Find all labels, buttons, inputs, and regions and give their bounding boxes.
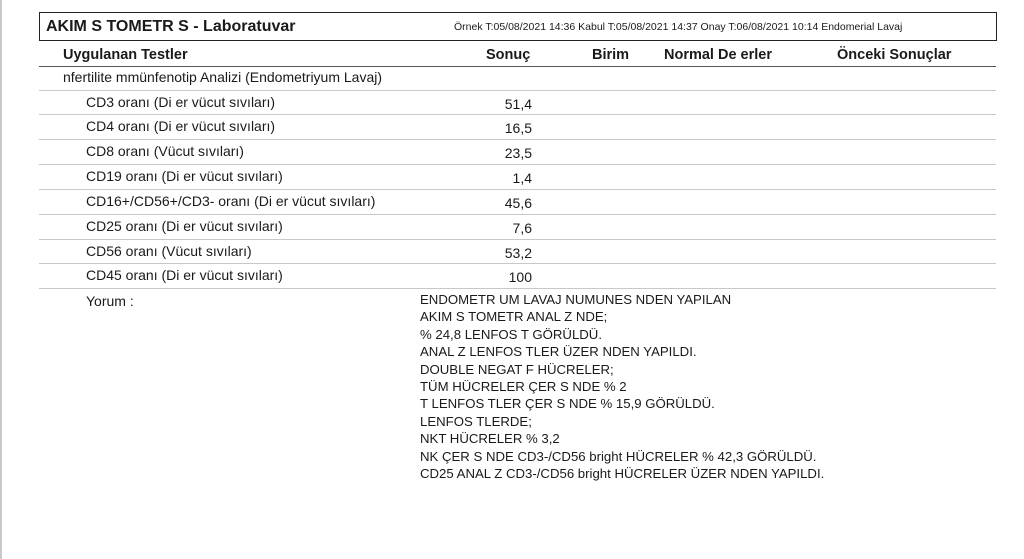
comment-line: AKIM S TOMETR ANAL Z NDE; [420, 309, 608, 325]
sample-timestamps: Örnek T:05/08/2021 14:36 Kabul T:05/08/2021 14:37 Onay T:06/08/2021 10:14 Endomerial Lavaj [454, 21, 903, 33]
column-header-unit: Birim [592, 47, 630, 63]
page-edge [0, 0, 2, 559]
test-label-cd56: CD56 oranı (Vücut sıvıları) [86, 243, 252, 259]
column-header-previous: Önceki Sonuçlar [837, 47, 952, 63]
test-value-cd25: 7,6 [512, 220, 532, 236]
test-label-cd19: CD19 oranı (Di er vücut sıvıları) [86, 168, 283, 184]
report-title: AKIM S TOMETR S - Laboratuvar [46, 18, 296, 35]
section-title: nfertilite mmünfenotip Analizi (Endometriyum Lavaj) [63, 69, 383, 85]
comment-line: TÜM HÜCRELER ÇER S NDE % 2 [420, 378, 627, 394]
test-value-cd56: 53,2 [504, 245, 532, 261]
test-label-cd45: CD45 oranı (Di er vücut sıvıları) [86, 267, 283, 283]
row-divider [39, 239, 996, 240]
test-label-cd8: CD8 oranı (Vücut sıvıları) [86, 143, 244, 159]
test-value-cd45: 100 [508, 269, 532, 285]
column-header-result: Sonuç [486, 47, 531, 63]
header-divider [39, 66, 996, 67]
column-header-normal: Normal De erler [664, 47, 772, 63]
comment-line: ANAL Z LENFOS TLER ÜZER NDEN YAPILDI. [420, 344, 697, 360]
row-divider [39, 90, 996, 91]
test-value-cd4: 16,5 [504, 120, 532, 136]
comment-line: NKT HÜCRELER % 3,2 [420, 431, 560, 447]
row-divider [39, 164, 996, 165]
test-value-cd19: 1,4 [512, 170, 532, 186]
test-value-cd3: 51,4 [504, 96, 532, 112]
comment-line: LENFOS TLERDE; [420, 413, 532, 429]
report-header [39, 12, 997, 41]
comment-line: T LENFOS TLER ÇER S NDE % 15,9 GÖRÜLDÜ. [420, 396, 715, 412]
comment-line: NK ÇER S NDE CD3-/CD56 bright HÜCRELER % 42,3 GÖRÜLDÜ. [420, 448, 817, 464]
test-label-cd16-cd56-cd3: CD16+/CD56+/CD3- oranı (Di er vücut sıvıları) [86, 193, 376, 209]
comment-line: CD25 ANAL Z CD3-/CD56 bright HÜCRELER ÜZER NDEN YAPILDI. [420, 465, 825, 481]
comment-line: DOUBLE NEGAT F HÜCRELER; [420, 361, 614, 377]
comment-line: ENDOMETR UM LAVAJ NUMUNES NDEN YAPILAN [420, 292, 732, 307]
row-divider [39, 288, 996, 289]
row-divider [39, 263, 996, 264]
test-label-cd4: CD4 oranı (Di er vücut sıvıları) [86, 118, 276, 134]
comment-text [420, 291, 824, 482]
row-divider [39, 114, 996, 115]
test-label-cd3: CD3 oranı (Di er vücut sıvıları) [86, 94, 276, 110]
test-value-cd8: 23,5 [504, 145, 532, 161]
row-divider [39, 189, 996, 190]
row-divider [39, 214, 996, 215]
test-value-cd16-cd56-cd3: 45,6 [504, 195, 532, 211]
row-divider [39, 139, 996, 140]
test-label-cd25: CD25 oranı (Di er vücut sıvıları) [86, 218, 283, 234]
comment-line: % 24,8 LENFOS T GÖRÜLDÜ. [420, 326, 602, 342]
comment-label: Yorum : [86, 293, 134, 309]
column-header-tests: Uygulanan Testler [63, 47, 188, 63]
